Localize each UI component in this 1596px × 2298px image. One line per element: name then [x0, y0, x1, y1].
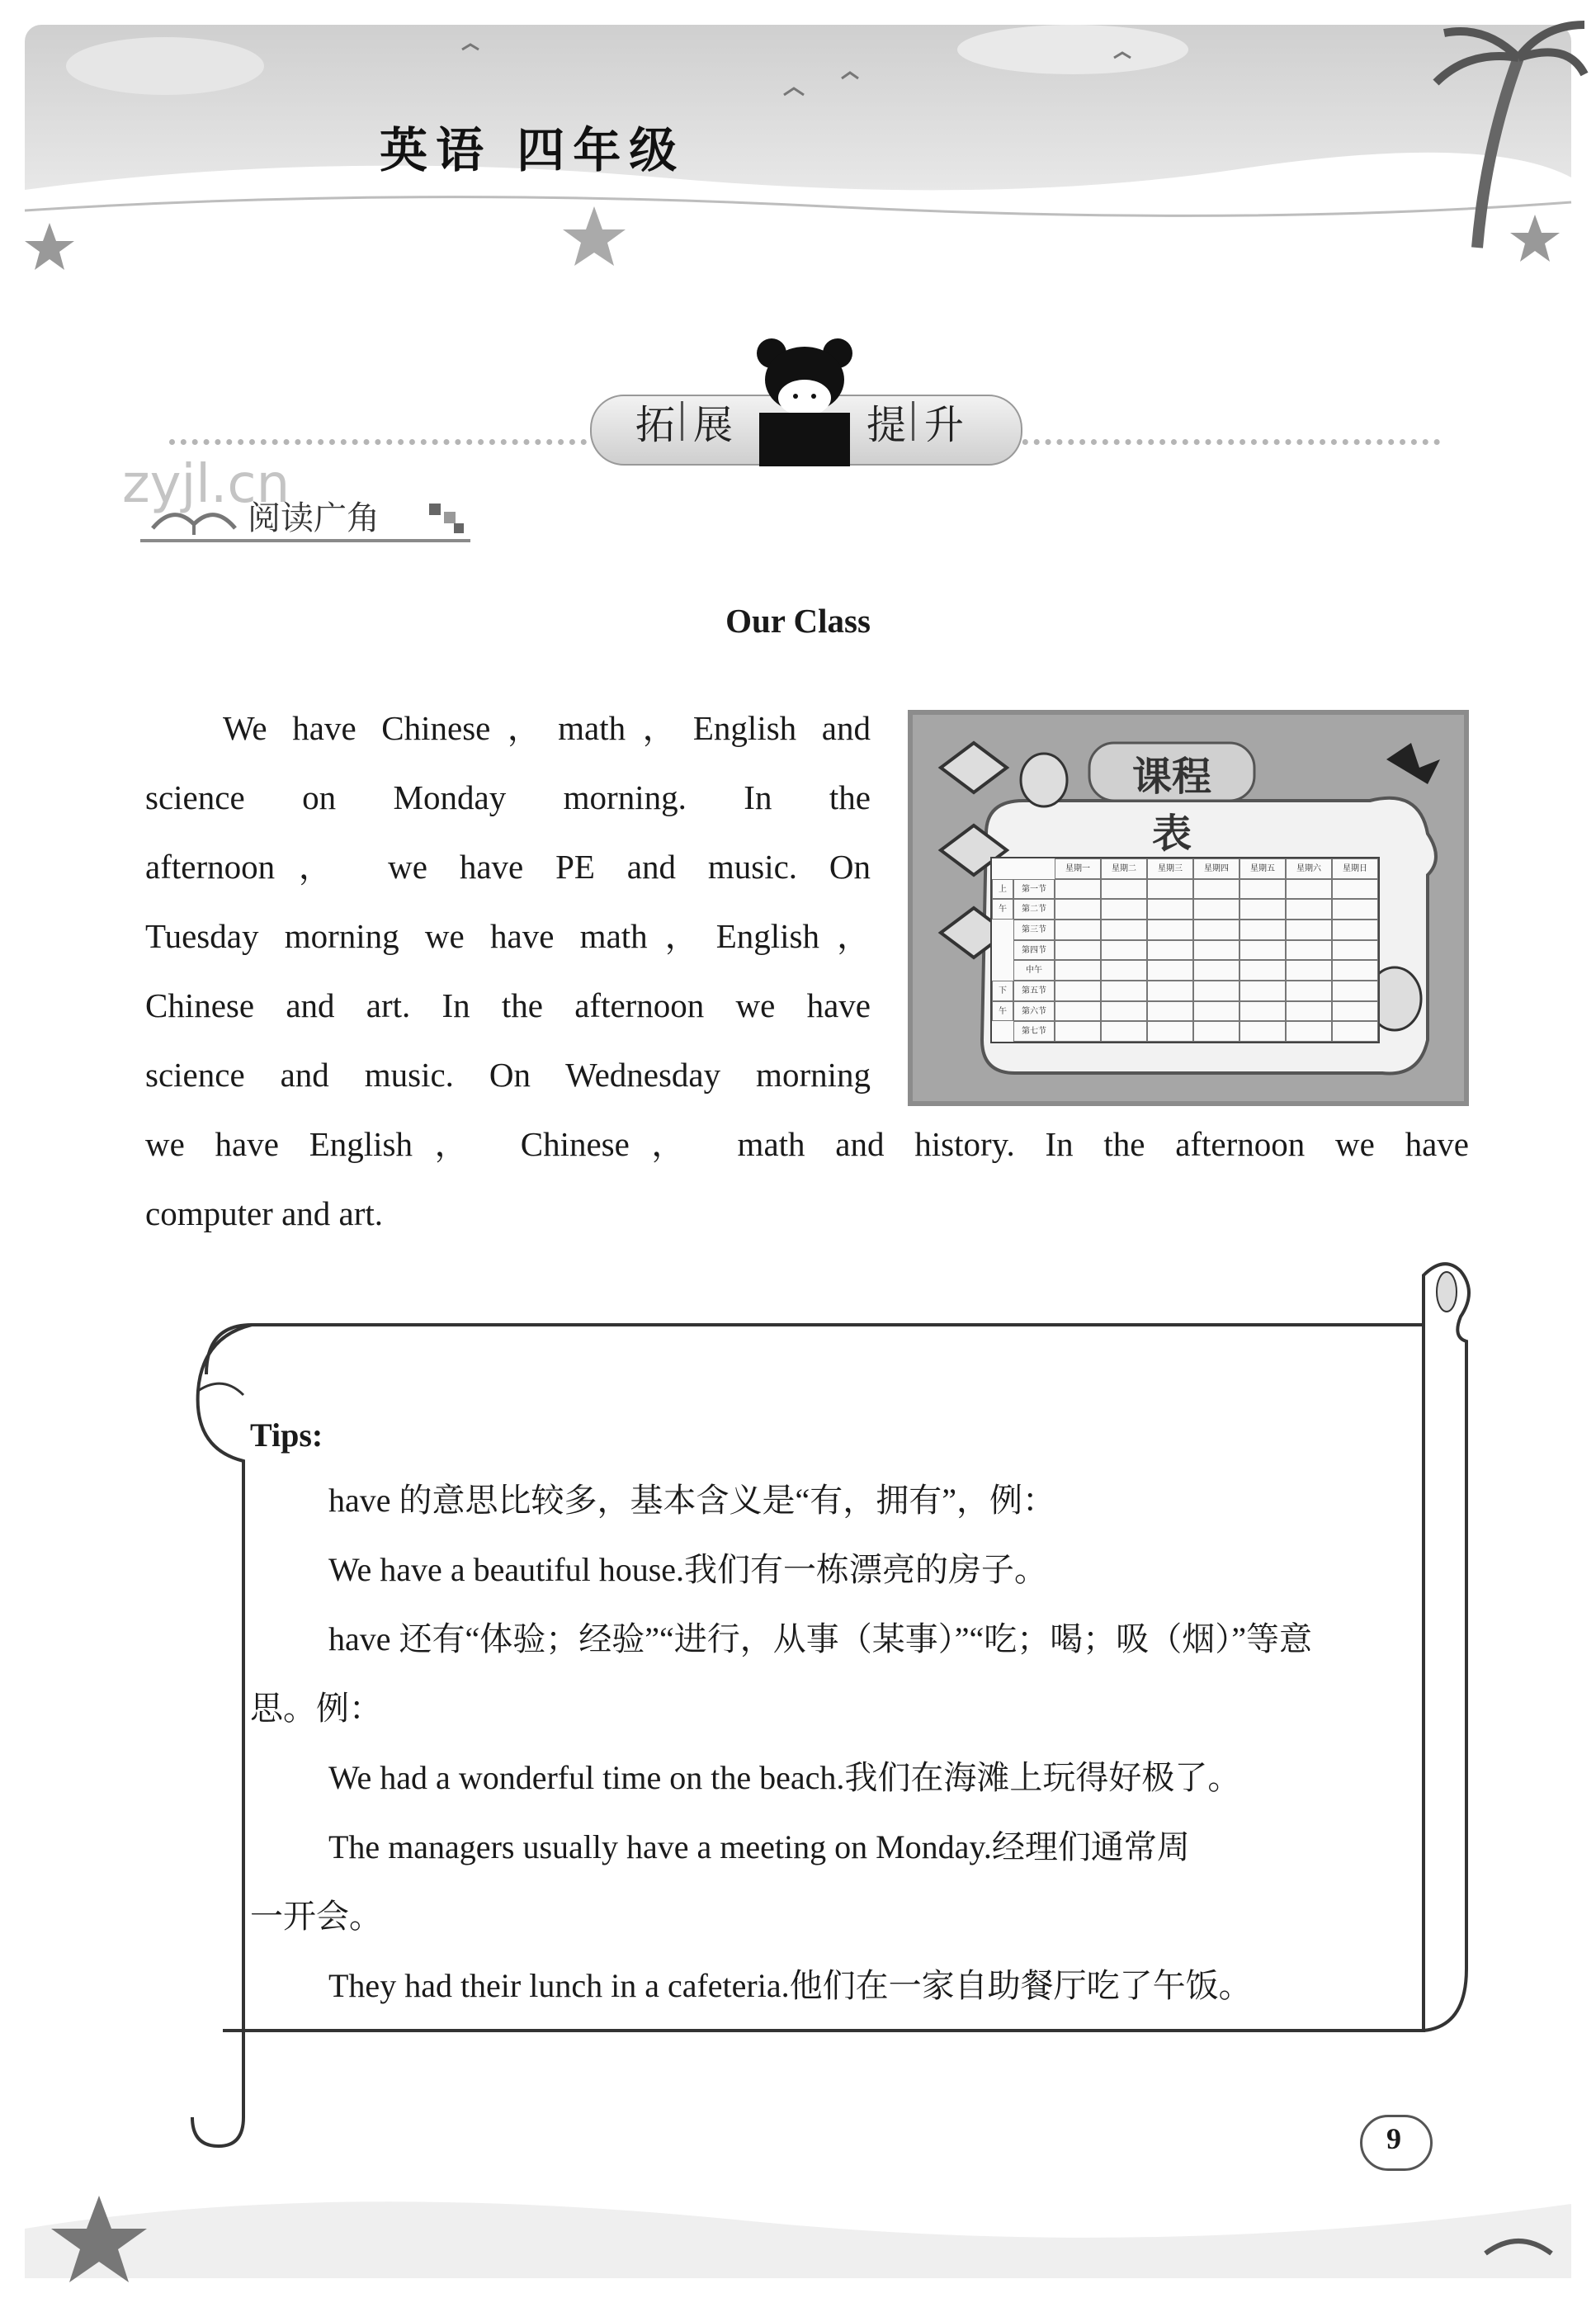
- open-book-icon: [149, 495, 239, 537]
- timetable-cell: [1101, 960, 1147, 981]
- timetable-day-header: 星期三: [1147, 858, 1193, 879]
- timetable-period-label: 第三节: [1013, 920, 1055, 940]
- banner-dotted-line-right: [1011, 439, 1440, 445]
- timetable-cell: [1239, 940, 1286, 961]
- book-title: 英语 四年级: [380, 122, 686, 178]
- reading-section-label: 阅读广角: [248, 499, 380, 537]
- timetable-period-label: 第五节: [1013, 981, 1055, 1001]
- timetable-cell: [1286, 1021, 1332, 1042]
- tips-line: We have a beautiful house.我们有一栋漂亮的房子。: [328, 1551, 1048, 1588]
- banner-separator: [681, 401, 683, 441]
- story-title: Our Class: [725, 602, 871, 640]
- squares-decoration-icon: [429, 504, 466, 537]
- timetable-cell: [1239, 981, 1286, 1001]
- timetable-cell: [1286, 899, 1332, 920]
- tips-line: We had a wonderful time on the beach.我们在海滩上玩得好极了。: [328, 1759, 1241, 1796]
- watermark: zyjl.cn: [122, 454, 290, 515]
- timetable-cell: [1286, 1001, 1332, 1022]
- timetable-cell: [1055, 960, 1101, 981]
- timetable-day-header: 星期二: [1101, 858, 1147, 879]
- timetable-side-label: 上: [992, 879, 1013, 900]
- tips-label: Tips:: [250, 1416, 323, 1454]
- timetable-cell: [1193, 940, 1239, 961]
- timetable-cell: [1332, 960, 1378, 981]
- timetable-cell: [1055, 879, 1101, 900]
- timetable-cell: [1286, 879, 1332, 900]
- timetable-cell: [1286, 920, 1332, 940]
- timetable-cell: [1332, 981, 1378, 1001]
- story-line: Tuesday morning we have math，English，: [145, 917, 871, 955]
- story-line: afternoon， we have PE and music. On: [145, 848, 871, 886]
- timetable-cell: [1055, 899, 1101, 920]
- header-decoration: [0, 0, 1596, 281]
- tips-line: 思。例：: [250, 1690, 382, 1727]
- timetable-period-label: 中午: [1013, 960, 1055, 981]
- banner-separator: [912, 401, 914, 441]
- timetable-cell: [1101, 879, 1147, 900]
- tips-line: The managers usually have a meeting on Monday.经理们通常周: [328, 1828, 1190, 1865]
- timetable-side-label: 午: [992, 899, 1013, 920]
- timetable-cell: [1101, 920, 1147, 940]
- timetable-cell: [1193, 960, 1239, 981]
- timetable-side-label: 午: [992, 1001, 1013, 1022]
- timetable-cell: [1332, 899, 1378, 920]
- timetable-cell: [1055, 1021, 1101, 1042]
- story-line: Chinese and art. In the afternoon we have: [145, 986, 871, 1024]
- timetable-cell: [1193, 1001, 1239, 1022]
- story-line: science and music. On Wednesday morning: [145, 1056, 871, 1094]
- timetable-image: [908, 710, 1469, 1106]
- timetable-cell: [1239, 920, 1286, 940]
- banner-dotted-line-left: [169, 439, 598, 445]
- timetable-cell: [1055, 981, 1101, 1001]
- timetable-day-header: 星期五: [1239, 858, 1286, 879]
- timetable-cell: [1286, 940, 1332, 961]
- timetable-period-label: 第一节: [1013, 879, 1055, 900]
- banner-char-4: 升: [924, 402, 965, 448]
- timetable-grid: [990, 857, 1380, 1043]
- reading-girl-icon: [743, 330, 866, 466]
- timetable-period-label: 第七节: [1013, 1021, 1055, 1042]
- timetable-cell: [1332, 940, 1378, 961]
- timetable-cell: [1055, 1001, 1101, 1022]
- timetable-cell: [1055, 940, 1101, 961]
- tips-line: have 的意思比较多，基本含义是“有，拥有”，例：: [328, 1482, 1056, 1519]
- timetable-day-header: 星期六: [1286, 858, 1332, 879]
- timetable-day-header: 星期日: [1332, 858, 1378, 879]
- timetable-cell: [1147, 940, 1193, 961]
- timetable-period-label: 第四节: [1013, 940, 1055, 961]
- timetable-cell: [1193, 879, 1239, 900]
- timetable-cell: [1193, 1021, 1239, 1042]
- tips-line: They had their lunch in a cafeteria.他们在一家自助餐厅吃了午饭。: [328, 1967, 1252, 2004]
- banner-char-3: 提: [866, 402, 907, 448]
- timetable-cell: [1101, 981, 1147, 1001]
- story-line: computer and art.: [145, 1194, 384, 1232]
- timetable-side-label: 下: [992, 981, 1013, 1001]
- timetable-cell: [1147, 920, 1193, 940]
- timetable-cell: [1147, 899, 1193, 920]
- timetable-day-header: 星期四: [1193, 858, 1239, 879]
- timetable-cell: [1332, 1021, 1378, 1042]
- timetable-cell: [1147, 1001, 1193, 1022]
- timetable-cell: [1193, 920, 1239, 940]
- timetable-cell: [1286, 960, 1332, 981]
- timetable-cell: [1147, 960, 1193, 981]
- timetable-cell: [1332, 879, 1378, 900]
- story-line: science on Monday morning. In the: [145, 778, 871, 816]
- timetable-cell: [1239, 899, 1286, 920]
- timetable-cell: [1193, 899, 1239, 920]
- timetable-cell: [1239, 879, 1286, 900]
- timetable-cell: [1332, 920, 1378, 940]
- timetable-cell: [1147, 1021, 1193, 1042]
- footer-decoration: [0, 2130, 1596, 2298]
- timetable-cell: [1332, 1001, 1378, 1022]
- story-line: we have English， Chinese， math and history. In the afternoon we have: [145, 1125, 1469, 1163]
- timetable-cell: [1055, 920, 1101, 940]
- timetable-period-label: 第六节: [1013, 1001, 1055, 1022]
- timetable-cell: [1286, 981, 1332, 1001]
- timetable-cell: [1239, 960, 1286, 981]
- timetable-cell: [1101, 1021, 1147, 1042]
- timetable-cell: [1193, 981, 1239, 1001]
- tips-line: have 还有“体验；经验”“进行，从事（某事）”“吃；喝；吸（烟）”等意: [328, 1620, 1313, 1657]
- timetable-cell: [1101, 899, 1147, 920]
- banner-char-1: 拓: [635, 402, 676, 448]
- timetable-period-label: 第二节: [1013, 899, 1055, 920]
- story-line: We have Chinese，math，English and: [223, 709, 871, 747]
- timetable-cell: [1101, 940, 1147, 961]
- timetable-cell: [1101, 1001, 1147, 1022]
- timetable-cell: [1239, 1021, 1286, 1042]
- timetable-cell: [1147, 981, 1193, 1001]
- timetable-day-header: 星期一: [1055, 858, 1101, 879]
- timetable-cell: [1239, 1001, 1286, 1022]
- timetable-cell: [1147, 879, 1193, 900]
- page-number: 9: [1386, 2122, 1401, 2155]
- timetable-title: 课程表: [1131, 754, 1211, 857]
- tips-line: 一开会。: [250, 1898, 382, 1935]
- banner-char-2: 展: [693, 402, 734, 448]
